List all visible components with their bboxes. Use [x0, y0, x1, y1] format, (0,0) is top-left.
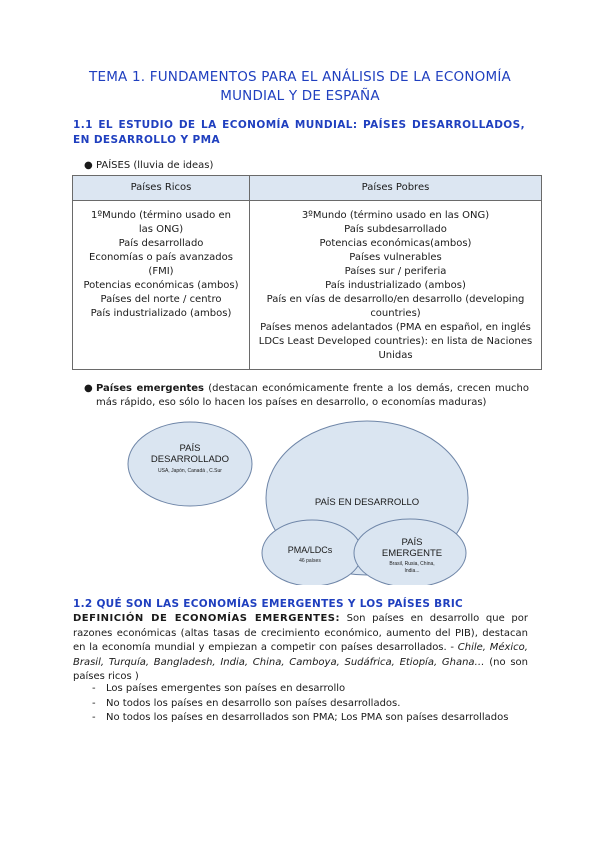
list-item-text: Los países emergentes son países en desarrollo — [106, 683, 346, 694]
page-title — [60, 68, 540, 106]
emergentes-label: Países emergentes — [96, 383, 204, 394]
developed-label-2: DESARROLLADO — [150, 454, 230, 465]
poor-line: Unidas — [378, 350, 413, 361]
poor-line: countries) — [370, 308, 421, 319]
rich-line: Economías o país avanzados — [89, 252, 233, 263]
definition-examples: Chile, México, Brasil, Turquía, Bangladesh, India, China, Camboya, Sudáfrica, Etiopía, Ghana… — [73, 642, 528, 668]
emerging-label-1: PAÍS — [401, 537, 423, 548]
rich-line: País industrializado (ambos) — [90, 308, 232, 319]
developed-examples: USA, Japón, Canadá , C.Sur — [158, 468, 222, 474]
bullet-icon: ● — [84, 160, 93, 171]
poor-countries-cell — [250, 201, 542, 370]
list-item — [92, 711, 508, 726]
developed-label-1: PAÍS — [179, 443, 201, 454]
emergentes-text: (destacan económicamente frente a los demás, crecen mucho más rápido, eso sólo lo hacen los países en desarrollo, o economías maduras) — [96, 383, 529, 408]
rich-line: las ONG) — [138, 224, 184, 235]
pma-label: PMA/LDCs — [287, 545, 333, 555]
rich-line: Países del norte / centro — [100, 294, 222, 305]
rich-line: (FMI) — [148, 266, 174, 277]
table-header-poor: Países Pobres — [250, 176, 542, 201]
dash-bullet: - — [92, 697, 96, 709]
poor-line: LDCs Least Developed countries): en lista de Naciones — [258, 336, 533, 347]
poor-line: Países menos adelantados (PMA en español, en inglés — [260, 322, 531, 333]
poor-line: Países vulnerables — [349, 252, 442, 263]
definition-tail: (no son países ricos ) — [73, 656, 529, 682]
title-line-1: TEMA 1. FUNDAMENTOS PARA EL ANÁLISIS DE LA ECONOMÍA — [89, 69, 511, 85]
definition-text: Son países en desarrollo que por razones económicas (altas tasas de crecimiento económico, aumento del PIB), destacan en la economía mundial y empiezan a competir con países desarrollados. - — [73, 613, 528, 653]
list-item — [92, 682, 508, 697]
bullet-icon: ● — [84, 383, 93, 394]
list-item-text: No todos los países en desarrollados son PMA; Los PMA son países desarrollados — [106, 712, 509, 723]
dash-bullet: - — [92, 712, 96, 723]
poor-line: País industrializado (ambos) — [325, 280, 466, 291]
countries-table — [72, 175, 542, 370]
developing-label: PAÍS EN DESARROLLO — [314, 497, 420, 508]
dash-bullet: - — [92, 683, 96, 694]
rich-line: 1ºMundo (término usado en — [91, 210, 231, 221]
section-2-heading: 1.2 QUÉ SON LAS ECONOMÍAS EMERGENTES Y LOS PAÍSES BRIC — [73, 598, 464, 610]
emerging-examples-2: India... — [404, 568, 420, 574]
bullet-emergentes — [84, 382, 529, 410]
rich-line: País desarrollado — [118, 238, 204, 249]
pma-count: 46 países — [299, 558, 321, 564]
poor-line: Potencias económicas(ambos) — [319, 238, 472, 249]
table-header-rich: Países Ricos — [73, 176, 250, 201]
emerging-examples-1: Brasil, Rusia, China, — [389, 561, 435, 567]
poor-line: País en vías de desarrollo/en desarrollo (developing — [266, 294, 525, 305]
list-item-text: No todos los países en desarrollo son países desarrollados. — [106, 697, 401, 709]
list-item — [92, 697, 508, 712]
emerging-label-2: EMERGENTE — [381, 548, 443, 559]
dash-list — [92, 682, 508, 726]
definition-label: DEFINICIÓN DE ECONOMÍAS EMERGENTES: — [73, 613, 340, 624]
countries-venn-diagram — [120, 410, 480, 585]
poor-line: 3ºMundo (término usado en las ONG) — [301, 210, 490, 221]
rich-countries-cell — [73, 201, 250, 370]
definition-paragraph — [73, 612, 528, 685]
bullet-paises — [84, 160, 213, 171]
rich-line: Potencias económicas (ambos) — [83, 280, 239, 291]
title-line-2: MUNDIAL Y DE ESPAÑA — [220, 88, 380, 104]
bullet-paises-text: PAÍSES (lluvia de ideas) — [96, 160, 214, 171]
poor-line: País subdesarrollado — [344, 224, 447, 235]
poor-line: Países sur / periferia — [344, 266, 447, 277]
section-1-heading: 1.1 EL ESTUDIO DE LA ECONOMÍA MUNDIAL: PAÍSES DESARROLLADOS, EN DESARROLLO Y PMA — [73, 119, 525, 146]
